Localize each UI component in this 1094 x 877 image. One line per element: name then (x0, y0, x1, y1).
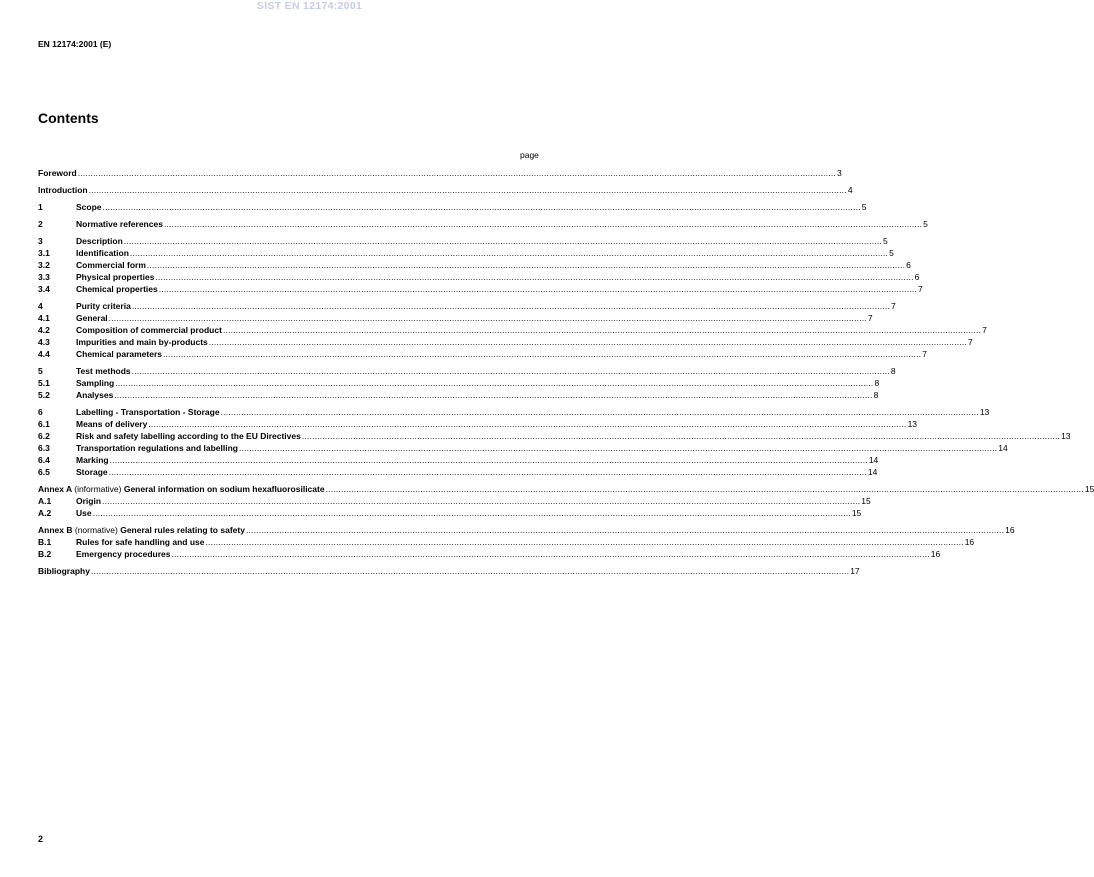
toc-entry-number: 1 (38, 202, 43, 212)
contents-heading: Contents (38, 110, 99, 126)
dot-leader: ........................................................................................................................................................................................................................................................................................................ (245, 525, 1005, 535)
toc-entry-title: Scope (76, 202, 102, 212)
watermark: SIST EN 12174:2001 (256, 0, 363, 12)
table-of-contents (38, 167, 1094, 577)
page-column-label: page (520, 150, 539, 160)
dot-leader: ........................................................................................................................................................................................................................................................................................................ (90, 566, 850, 576)
toc-entry-title: Transportation regulations and labelling (76, 443, 238, 453)
toc-entry-title: Bibliography (38, 566, 90, 576)
toc-entry-title: Identification (76, 248, 129, 258)
toc-entry-page: 14 (998, 443, 1008, 453)
toc-entry-title: Normative references (76, 219, 163, 229)
toc-entry[interactable] (38, 536, 975, 548)
dot-leader: ........................................................................................................................................................................................................................................................................................................ (163, 219, 923, 229)
toc-entry-page: 7 (968, 337, 973, 347)
toc-entry-title: Commercial form (76, 260, 146, 270)
page-number: 2 (38, 834, 44, 844)
toc-entry[interactable] (38, 524, 1015, 536)
toc-entry-number: B.1 (38, 537, 52, 547)
toc-entry[interactable] (38, 466, 878, 478)
toc-entry-page: 7 (922, 349, 927, 359)
toc-entry[interactable] (38, 184, 853, 196)
toc-entry-page: 6 (914, 272, 920, 282)
dot-leader: ........................................................................................................................................................................................................................................................................................................ (325, 484, 1084, 494)
toc-entry-title: Labelling - Transportation - Storage (76, 407, 220, 417)
annex-kind: (informative) (74, 484, 122, 494)
toc-entry-number: 4.2 (38, 325, 50, 335)
dot-leader: ........................................................................................................................................................................................................................................................................................................ (208, 337, 968, 347)
dot-leader: ........................................................................................................................................................................................................................................................................................................ (123, 236, 882, 246)
dot-leader: ........................................................................................................................................................................................................................................................................................................ (131, 366, 890, 376)
toc-entry-number: 4.1 (38, 313, 50, 323)
toc-entry-title: Origin (76, 496, 102, 506)
toc-entry-number: 6.3 (38, 443, 50, 453)
toc-entry-page: 7 (867, 313, 873, 323)
annex-label: Annex B (38, 525, 73, 535)
toc-entry-page: 16 (964, 537, 975, 547)
annex-kind: (normative) (74, 525, 118, 535)
toc-entry-page: 5 (883, 236, 888, 246)
toc-entry-page: 6 (906, 260, 911, 270)
dot-leader: ........................................................................................................................................................................................................................................................................................................ (148, 419, 907, 429)
toc-entry-number: 3.4 (38, 284, 50, 294)
toc-entry[interactable] (38, 259, 911, 271)
toc-entry[interactable] (38, 406, 990, 418)
toc-entry[interactable] (38, 389, 879, 401)
toc-entry[interactable] (38, 365, 896, 377)
dot-leader: ........................................................................................................................................................................................................................................................................................................ (77, 168, 836, 178)
dot-leader: ........................................................................................................................................................................................................................................................................................................ (102, 202, 861, 212)
toc-entry-title: Description (76, 236, 123, 246)
toc-entry-page: 7 (917, 284, 923, 294)
toc-entry-title: Rules for safe handling and use (76, 537, 205, 547)
dot-leader: ........................................................................................................................................................................................................................................................................................................ (220, 407, 979, 417)
toc-entry[interactable] (38, 235, 888, 247)
toc-entry-number: A.1 (38, 496, 52, 506)
dot-leader: ........................................................................................................................................................................................................................................................................................................ (158, 284, 917, 294)
toc-entry[interactable] (38, 201, 867, 213)
toc-entry-page: 7 (982, 325, 987, 335)
toc-entry-page: 17 (850, 566, 860, 576)
toc-entry-page: 8 (890, 366, 896, 376)
toc-entry[interactable] (38, 495, 871, 507)
toc-entry[interactable] (38, 247, 894, 259)
toc-entry-number: 3.1 (38, 248, 50, 258)
toc-entry-number: 6.2 (38, 431, 50, 441)
toc-entry-number: 6.5 (38, 467, 50, 477)
toc-entry-title: Sampling (76, 378, 115, 388)
toc-entry-title: Analyses (76, 390, 114, 400)
dot-leader: ........................................................................................................................................................................................................................................................................................................ (131, 301, 891, 311)
toc-entry[interactable] (38, 348, 927, 360)
toc-entry-page: 5 (923, 219, 928, 229)
toc-entry-page: 13 (907, 419, 918, 429)
toc-entry[interactable] (38, 218, 928, 230)
toc-entry-title: Purity criteria (76, 301, 131, 311)
toc-entry-title: Chemical properties (76, 284, 158, 294)
toc-entry-page: 5 (889, 248, 894, 258)
toc-entry-page: 8 (873, 390, 879, 400)
dot-leader: ........................................................................................................................................................................................................................................................................................................ (114, 390, 873, 400)
toc-entry[interactable] (38, 548, 941, 560)
toc-entry-number: 4 (38, 301, 43, 311)
toc-entry-number: 5 (38, 366, 43, 376)
toc-entry-number: 2 (38, 219, 43, 229)
toc-entry-title: Test methods (76, 366, 131, 376)
toc-entry-number: 3.3 (38, 272, 50, 282)
dot-leader: ........................................................................................................................................................................................................................................................................................................ (109, 455, 868, 465)
toc-entry[interactable] (38, 377, 880, 389)
toc-entry-title: Physical properties (76, 272, 155, 282)
dot-leader: ........................................................................................................................................................................................................................................................................................................ (239, 443, 998, 453)
toc-entry-title: Risk and safety labelling according to the EU Directives (76, 431, 301, 441)
toc-entry[interactable] (38, 418, 918, 430)
toc-entry[interactable] (38, 442, 1008, 454)
toc-entry-page: 16 (1005, 525, 1015, 535)
toc-entry-number: A.2 (38, 508, 52, 518)
dot-leader: ........................................................................................................................................................................................................................................................................................................ (163, 349, 922, 359)
annex-title: General rules relating to safety (120, 525, 245, 535)
toc-entry-page: 15 (1084, 484, 1094, 494)
toc-entry-page: 14 (868, 455, 879, 465)
toc-entry-number: 5.1 (38, 378, 50, 388)
toc-entry[interactable] (38, 336, 973, 348)
toc-entry-title: Use (76, 508, 92, 518)
dot-leader: ........................................................................................................................................................................................................................................................................................................ (155, 272, 914, 282)
dot-leader: ........................................................................................................................................................................................................................................................................................................ (115, 378, 874, 388)
dot-leader: ........................................................................................................................................................................................................................................................................................................ (129, 248, 889, 258)
toc-entry-number: 5.2 (38, 390, 50, 400)
toc-entry[interactable] (38, 271, 920, 283)
toc-entry[interactable] (38, 300, 896, 312)
toc-entry[interactable] (38, 312, 873, 324)
toc-entry-page: 5 (861, 202, 867, 212)
toc-entry-title: Foreword (38, 168, 77, 178)
toc-entry-title: Introduction (38, 185, 88, 195)
dot-leader: ........................................................................................................................................................................................................................................................................................................ (146, 260, 906, 270)
toc-entry-title (38, 483, 325, 495)
toc-entry-title: General (76, 313, 108, 323)
toc-entry-title: Storage (76, 467, 108, 477)
toc-entry-title: Means of delivery (76, 419, 148, 429)
toc-entry-page: 15 (851, 508, 862, 518)
toc-entry-title: Impurities and main by-products (76, 337, 208, 347)
dot-leader: ........................................................................................................................................................................................................................................................................................................ (108, 467, 867, 477)
annex-label: Annex A (38, 484, 72, 494)
toc-entry-title: Marking (76, 455, 109, 465)
toc-entry-page: 8 (874, 378, 880, 388)
toc-entry-number: 3.2 (38, 260, 50, 270)
toc-entry-title: Composition of commercial product (76, 325, 222, 335)
toc-entry[interactable] (38, 483, 1094, 495)
dot-leader: ........................................................................................................................................................................................................................................................................................................ (92, 508, 851, 518)
toc-entry-title (38, 524, 245, 536)
toc-entry-number: 6 (38, 407, 43, 417)
toc-entry-page: 4 (847, 185, 853, 195)
dot-leader: ........................................................................................................................................................................................................................................................................................................ (108, 313, 867, 323)
dot-leader: ........................................................................................................................................................................................................................................................................................................ (88, 185, 847, 195)
annex-title: General information on sodium hexafluorosilicate (123, 484, 325, 494)
toc-entry-page: 13 (979, 407, 990, 417)
document-id: EN 12174:2001 (E) (38, 39, 112, 49)
dot-leader: ........................................................................................................................................................................................................................................................................................................ (222, 325, 982, 335)
toc-entry-number: 4.3 (38, 337, 50, 347)
toc-entry[interactable] (38, 167, 842, 179)
toc-entry[interactable] (38, 507, 862, 519)
toc-entry-page: 14 (867, 467, 878, 477)
toc-entry[interactable] (38, 565, 860, 577)
dot-leader: ........................................................................................................................................................................................................................................................................................................ (301, 431, 1061, 441)
toc-entry-number: 6.1 (38, 419, 50, 429)
toc-entry-number: 4.4 (38, 349, 50, 359)
dot-leader: ........................................................................................................................................................................................................................................................................................................ (205, 537, 964, 547)
toc-entry[interactable] (38, 454, 879, 466)
toc-entry-page: 3 (836, 168, 842, 178)
toc-entry-number: 6.4 (38, 455, 50, 465)
toc-entry-page: 13 (1061, 431, 1071, 441)
dot-leader: ........................................................................................................................................................................................................................................................................................................ (102, 496, 861, 506)
toc-entry-number: B.2 (38, 549, 52, 559)
toc-entry[interactable] (38, 430, 1071, 442)
toc-entry[interactable] (38, 283, 923, 295)
toc-entry-page: 15 (861, 496, 871, 506)
toc-entry[interactable] (38, 324, 987, 336)
toc-entry-title: Chemical parameters (76, 349, 162, 359)
toc-entry-page: 7 (891, 301, 896, 311)
dot-leader: ........................................................................................................................................................................................................................................................................................................ (171, 549, 930, 559)
toc-entry-title: Emergency procedures (76, 549, 171, 559)
toc-entry-page: 16 (930, 549, 941, 559)
toc-entry-number: 3 (38, 236, 43, 246)
